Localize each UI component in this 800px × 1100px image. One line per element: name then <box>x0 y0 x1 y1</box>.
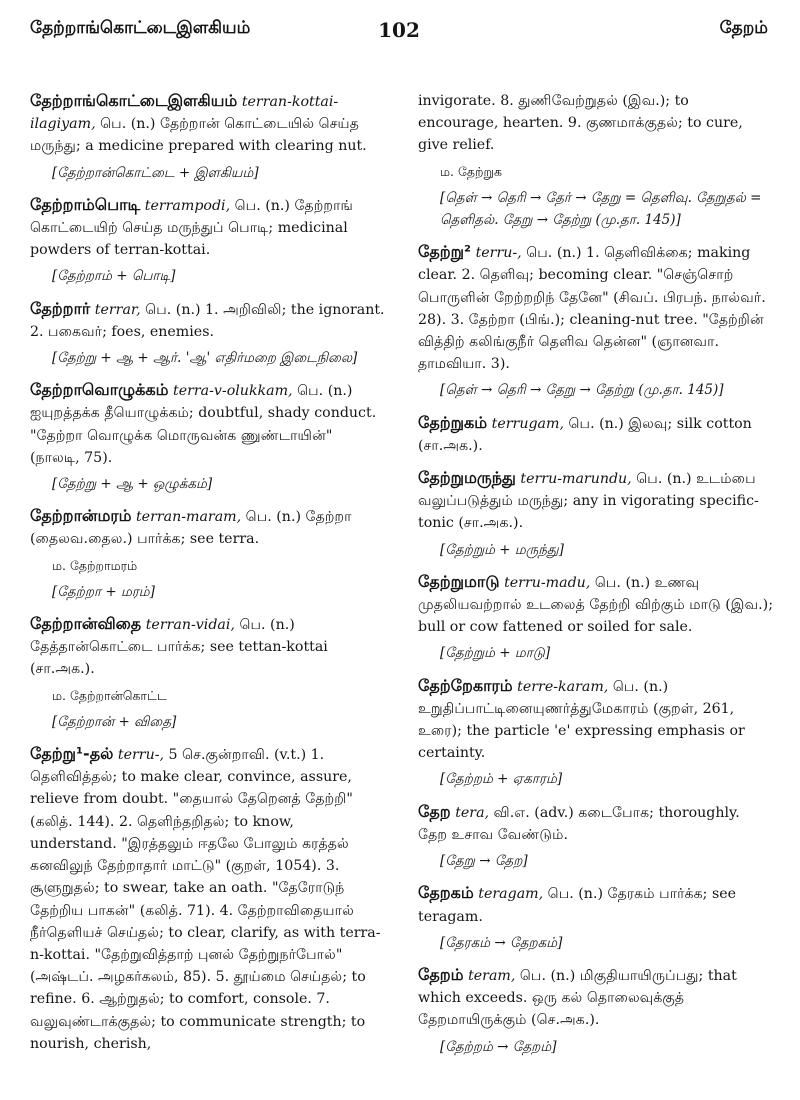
entry-malayalam-cognate: ம. தேற்றான்கொட்ட <box>52 687 167 703</box>
entry-line <box>30 298 385 343</box>
entry-line <box>418 964 773 1032</box>
entry-headword: தேற்றாம்பொடி <box>30 194 141 214</box>
entry-etymology: [தேற்றம் → தேறம்] <box>440 1038 557 1055</box>
dictionary-entry <box>30 743 385 1055</box>
entry-transliteration: teram, <box>468 967 516 984</box>
header-guide-word-right: தேறம் <box>719 18 768 38</box>
entry-headword: தேற <box>418 801 451 821</box>
entry-line <box>30 194 385 262</box>
entry-line <box>418 801 773 846</box>
entry-line <box>418 90 773 157</box>
entry-transliteration: terru-madu, <box>504 574 591 591</box>
entry-definition: பெ. (n.) தேற்றா (தைலவ.தைல.) பார்க்க; see terra. <box>30 509 352 548</box>
entry-definition: பெ. (n.) தேற்றாங் கொட்டையிற் செய்த மருந்துப் பொடி; medicinal powders of terran-kottai. <box>30 197 353 259</box>
right-column <box>418 90 773 1068</box>
entry-line <box>418 467 773 535</box>
entry-transliteration: terrampodi, <box>144 197 231 214</box>
entry-headword: தேற்றுகம் <box>418 412 488 432</box>
entry-transliteration: terran-vidai, <box>145 617 235 634</box>
entry-etymology: [தெள் → தெரி → தேறு → தேற்று (மு.தா. 145)] <box>440 382 724 399</box>
entry-line <box>418 571 773 639</box>
entry-etymology: [தேற்றும் + மாடு] <box>440 645 551 662</box>
entry-transliteration: terra-v-olukkam, <box>173 383 293 400</box>
entry-etymology: [தேற்று + ஆ + ஆர். 'ஆ' எதிர்மறை இடைநிலை] <box>52 350 358 367</box>
entry-etymology: [தேற்றாம் + பொடி] <box>52 268 176 285</box>
entry-headword: தேற்றேகாரம் <box>418 675 513 695</box>
entry-line <box>418 241 773 375</box>
entry-etymology: [தேறு → தேற] <box>440 853 528 870</box>
entry-headword: தேறம் <box>418 964 464 984</box>
header-guide-word-left: தேற்றாங்கொட்டைஇளகியம் <box>30 18 251 38</box>
dictionary-entry <box>30 613 385 733</box>
dictionary-entry <box>30 379 385 495</box>
dictionary-entry <box>30 194 385 288</box>
dictionary-entry <box>30 505 385 603</box>
dictionary-entry <box>30 298 385 370</box>
entry-headword: தேற்றாவொழுக்கம் <box>30 380 169 400</box>
entry-headword: தேற்றுமாடு <box>418 571 500 591</box>
entry-etymology: [தேற்றான் + விதை] <box>52 713 177 730</box>
entry-line <box>30 90 385 158</box>
entry-transliteration: terran-maram, <box>135 509 242 526</box>
entry-headword: தேற்று¹-தல் <box>30 744 114 764</box>
dictionary-entry <box>418 241 773 401</box>
dictionary-entry <box>418 571 773 665</box>
entry-line <box>30 743 385 1055</box>
entry-definition: 5 செ.குன்றாவி. (v.t.) 1. தெளிவித்தல்; to make clear, convince, assure, relieve from doubt. "தையால் தேறெனத் தேற்றி" (கலித். 144). 2. தெளிந்தறிதல்; to know, understand. "இரத்தலும் ஈதலே போலும் கரத்தல் கனவிலுந் தேற்றாதார் மாட்டு" (குறள், 1054). 3. சூளுறுதல்; to swear, take an oath. "தேரோடுந் தேற்றிய பாகன்" (கலித். 71). 4. தேற்றாவிதையால் நீர்தெளியச் செய்தல்; to clear, clarify, as with terra-n-kottai. "தேற்றுவித்தாற் புனல் தேற்றுநர்போல்" (அஷ்டப். அழகர்கலம், 85). 5. தூய்மை செய்தல்; to refine. 6. ஆற்றுதல்; to comfort, console. 7. வலுவுண்டாக்குதல்; to communicate strength; to nourish, cherish, <box>30 747 381 1052</box>
entry-transliteration: terran-kottai-ilagiyam, <box>30 94 339 133</box>
entry-malayalam-cognate: ம. தேற்றுக <box>440 163 502 179</box>
entry-transliteration: tera, <box>455 804 490 821</box>
entry-line <box>418 882 773 927</box>
entry-transliteration: terrugam, <box>491 415 564 432</box>
dictionary-entry <box>418 964 773 1058</box>
left-column <box>30 90 385 1065</box>
entry-line <box>30 379 385 469</box>
entry-etymology: [தேரகம் → தேறகம்] <box>440 934 563 951</box>
entry-etymology: [தேற்று + ஆ + ஒழுக்கம்] <box>52 476 213 493</box>
entry-headword: தேற்றுமருந்து <box>418 468 516 488</box>
page-header <box>30 18 768 52</box>
entry-etymology: [தேற்றா + மரம்] <box>52 583 155 600</box>
entry-transliteration: teragam, <box>478 886 544 903</box>
entry-transliteration: terru-marundu, <box>520 471 632 488</box>
entry-line <box>30 505 385 550</box>
entry-definition: invigorate. 8. துணிவேற்றுதல் (இவ.); to encourage, hearten. 9. குணமாக்குதல்; to cure, give relief. <box>418 93 743 154</box>
entry-headword: தேற்றார் <box>30 298 91 318</box>
entry-etymology: [தேற்றம் + ஏகாரம்] <box>440 771 563 788</box>
entry-headword: தேற்றாங்கொட்டைஇளகியம் <box>30 91 238 110</box>
dictionary-entry <box>418 412 773 457</box>
entry-definition: பெ. (n.) இலவு; silk cotton (சா.அக.). <box>418 415 752 454</box>
dictionary-entry <box>418 675 773 791</box>
entry-definition: வி.எ. (adv.) கடைபோக; thoroughly. தேற உசாவ வேண்டும். <box>418 804 740 843</box>
entry-definition: பெ. (n.) ஐயுறத்தக்க தீயொழுக்கம்; doubtful, shady conduct. "தேற்றா வொழுக்க மொருவன்க ணுண்டாயின்" (நாலடி, 75). <box>30 383 377 466</box>
entry-definition: பெ. (n.) 1. அறிவிலி; the ignorant. 2. பகைவர்; foes, enemies. <box>30 301 385 340</box>
entry-definition: பெ. (n.) மிகுதியாயிருப்பது; that which exceeds. ஒரு கல் தொலைவுக்குத் தேறமாயிருக்கும் (செ.அக.). <box>418 967 737 1029</box>
dictionary-entry <box>418 882 773 954</box>
dictionary-entry <box>418 90 773 231</box>
entry-headword: தேற்று² <box>418 242 472 262</box>
entry-transliteration: terru-, <box>117 747 165 764</box>
entry-line <box>30 613 385 681</box>
dictionary-entry <box>30 90 385 184</box>
entry-line <box>418 675 773 765</box>
entry-etymology: [தேற்றும் + மருந்து] <box>440 541 564 558</box>
entry-definition: பெ. (n.) உறுதிப்பாட்டினையுணர்த்துமேகாரம் (குறள், 261, உரை); the particle 'e' expressing emphasis or certainty. <box>418 678 745 762</box>
entry-definition: பெ. (n.) தேரகம் பார்க்க; see teragam. <box>418 886 737 925</box>
entry-definition: பெ. (n.) 1. தெளிவிக்கை; making clear. 2. தெளிவு; becoming clear. "செஞ்சொற் பொருளின் றேற்றறிந் தேனே" (சிவப். பிரபந். நால்வர். 28). 3. தேற்றா (பிங்.); cleaning-nut tree. "தேற்றின் வித்திற் கலிங்குநீர் தெளிவ தென்ன" (ஞானவா. தாமவியா. 3). <box>418 245 766 373</box>
page-number: 102 <box>378 18 420 42</box>
entry-headword: தேற்றான்விதை <box>30 614 142 634</box>
entry-line <box>418 412 773 457</box>
entry-definition: பெ. (n.) தேற்றான் கொட்டையில் செய்த மருந்து; a medicine prepared with clearing nut. <box>30 116 367 155</box>
entry-definition: பெ. (n.) உடம்பை வலுப்படுத்தும் மருந்து; any in vigorating specific-tonic (சா.அக.). <box>418 471 759 532</box>
entry-headword: தேற்றான்மரம் <box>30 506 132 526</box>
entry-etymology: [தெள் → தெரி → தேர் → தேறு = தெளிவு. தேறுதல் = தெளிதல். தேறு → தேற்று (மு.தா. 145)] <box>440 189 762 229</box>
entry-headword: தேறகம் <box>418 883 474 903</box>
dictionary-entry <box>418 801 773 873</box>
entry-definition: பெ. (n.) உணவு முதலியவற்றால் உடலைத் தேற்றி விற்கும் மாடு (இவ.); bull or cow fattened or soiled for sale. <box>418 574 773 636</box>
entry-transliteration: terre-karam, <box>517 678 609 695</box>
entry-etymology: [தேற்றான்கொட்டை + இளகியம்] <box>52 164 259 181</box>
entry-transliteration: terrar, <box>94 301 141 318</box>
entry-malayalam-cognate: ம. தேற்றாமரம் <box>52 557 138 573</box>
entry-definition: பெ. (n.) தேத்தான்கொட்டை பார்க்க; see tettan-kottai (சா.அக.). <box>30 617 328 678</box>
entry-transliteration: terru-, <box>475 245 522 262</box>
dictionary-entry <box>418 467 773 561</box>
